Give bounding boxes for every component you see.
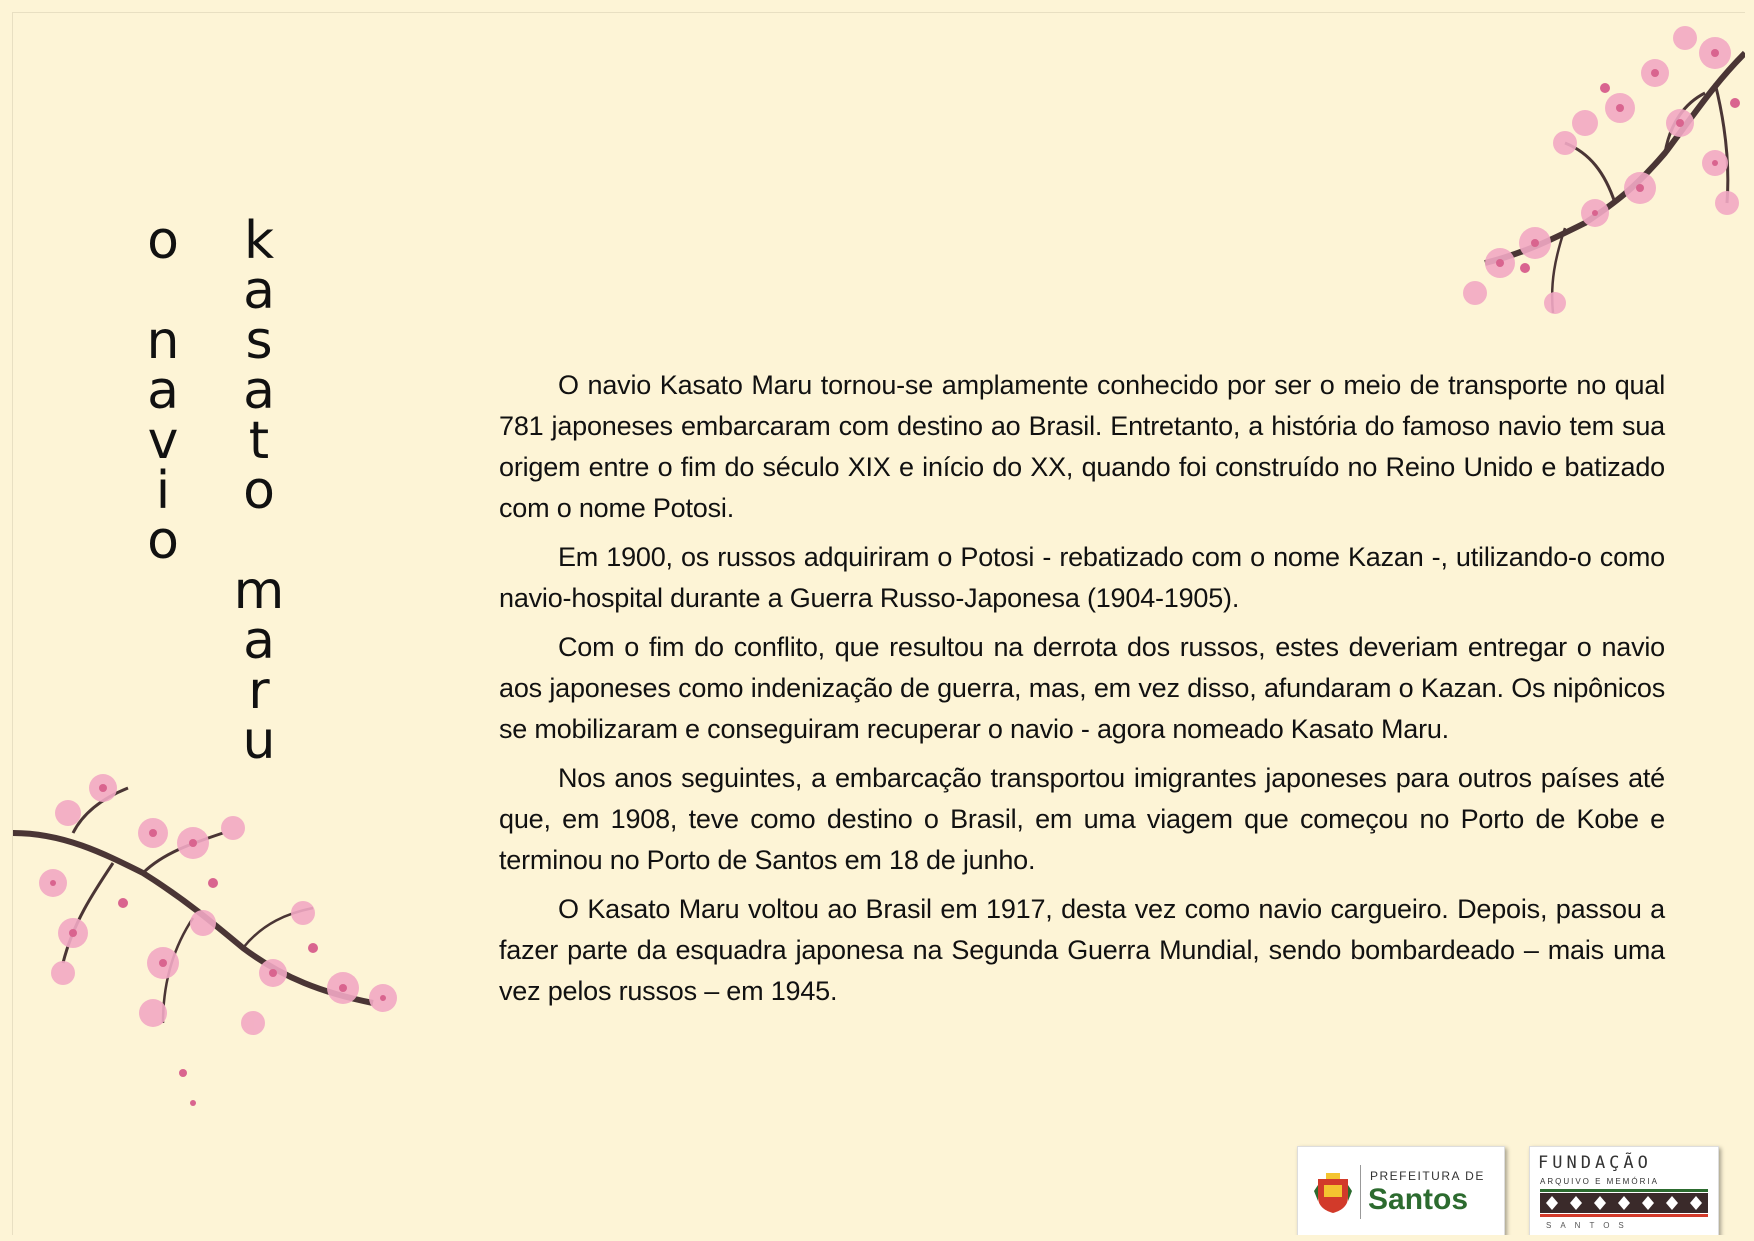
title-letter: r [248, 661, 270, 721]
fundacao-pattern-icon [1540, 1189, 1708, 1217]
title-letter: a [243, 361, 275, 421]
title-letter: n [146, 311, 180, 371]
cherry-blossom-branch-icon [13, 773, 433, 1133]
title-letter: a [243, 261, 275, 321]
santos-logo-small-text: PREFEITURA DE [1370, 1169, 1485, 1183]
fundacao-logo-title: FUNDAÇÃO [1538, 1153, 1652, 1173]
fundacao-arquivo-memoria-logo [1529, 1146, 1719, 1235]
title-letter: t [248, 411, 270, 471]
paragraph: Com o fim do conflito, que resultou na derrota dos russos, estes deveriam entregar o navio aos japoneses como indenização de guerra, mas, em vez disso, afundaram o Kazan. Os nipônicos se mobilizaram e conseguiram recuperar o navio - agora nomeado Kasato Maru. [499, 632, 1665, 744]
logo-divider [1360, 1165, 1361, 1219]
title-column-o-navio [133, 211, 193, 571]
paragraph: O navio Kasato Maru tornou-se amplamente conhecido por ser o meio de transporte no qual 781 japoneses embarcaram com destino ao Brasil. Entretanto, a história do famoso navio tem sua origem entre o fim do século XIX e início do XX, quando foi construído no Reino Unido e batizado com o nome Potosi. [499, 370, 1665, 523]
title-letter: k [243, 211, 275, 271]
body-text [499, 365, 1665, 1020]
title-letter: o [147, 511, 179, 571]
paragraph: O Kasato Maru voltou ao Brasil em 1917, desta vez como navio cargueiro. Depois, passou a fazer parte da esquadra japonesa na Segunda Guerra Mundial, sendo bombardeado – mais uma vez pelos russos – em 1945. [499, 894, 1665, 1006]
prefeitura-santos-logo [1297, 1146, 1505, 1235]
title-column-kasato-maru [229, 211, 289, 771]
title-letter: s [245, 311, 273, 371]
fundacao-logo-subtitle: ARQUIVO E MEMÓRIA [1540, 1177, 1659, 1186]
paragraph: Nos anos seguintes, a embarcação transportou imigrantes japoneses para outros países até que, em 1908, teve como destino o Brasil, em uma viagem que começou no Porto de Kobe e terminou no Porto de Santos em 18 de junho. [499, 763, 1665, 875]
title-letter: o [147, 211, 179, 271]
santos-logo-name: Santos [1368, 1183, 1469, 1216]
title-letter: a [243, 611, 275, 671]
title-letter: m [233, 561, 285, 621]
title-letter: v [147, 411, 179, 471]
santos-coat-of-arms-icon [1312, 1171, 1354, 1215]
title-letter: a [147, 361, 179, 421]
paragraph: Em 1900, os russos adquiriram o Potosi - rebatizado com o nome Kazan -, utilizando-o como navio-hospital durante a Guerra Russo-Japonesa (1904-1905). [499, 542, 1665, 613]
title-letter: o [243, 461, 275, 521]
title-letter: i [155, 461, 171, 521]
fundacao-logo-city: SANTOS [1546, 1221, 1633, 1230]
cherry-blossom-branch-icon [1415, 13, 1745, 343]
title-letter: u [242, 711, 276, 771]
page [12, 12, 1745, 1235]
